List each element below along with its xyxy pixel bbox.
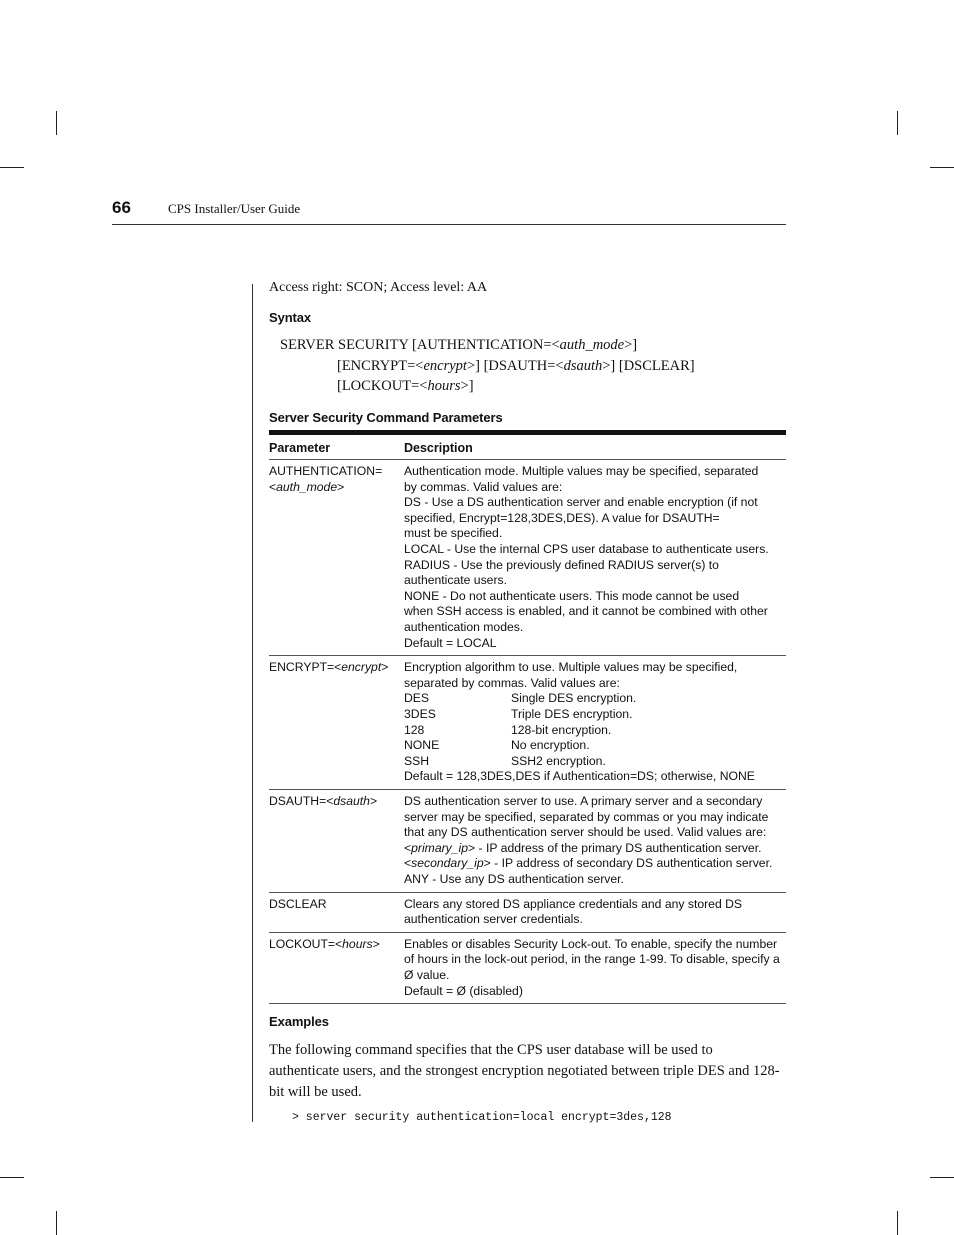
encrypt-value-row: 128 128-bit encryption. bbox=[404, 722, 612, 737]
syntax-heading: Syntax bbox=[269, 310, 312, 325]
crop-mark bbox=[897, 111, 898, 135]
param-dsclear: DSCLEAR bbox=[269, 892, 404, 932]
param-encrypt: ENCRYPT=<encrypt> bbox=[269, 656, 404, 790]
table-header-row bbox=[269, 432, 786, 460]
crop-mark bbox=[897, 1211, 898, 1235]
desc-encrypt: Encryption algorithm to use. Multiple values may be specified, separated by commas. Valid values are: DES Single DES encryption. 3DES Triple DES encryption. 128 128-bit encryption. NONE No encryption. SSH SSH2 encryption. Default = 128,3DES,DES if Authentication=DS; otherwise, NONE bbox=[404, 656, 786, 790]
table-row bbox=[269, 932, 786, 1003]
param-authentication: AUTHENTICATION= <auth_mode> bbox=[269, 460, 404, 656]
desc-lockout: Enables or disables Security Lock-out. To enable, specify the number of hours in the lock-out period, in the range 1-99. To disable, specify a Ø value. Default = Ø (disabled) bbox=[404, 932, 786, 1003]
syntax-line-3: [LOCKOUT=<hours>] bbox=[337, 378, 474, 394]
encrypt-value-row: DES Single DES encryption. bbox=[404, 691, 637, 706]
table-row bbox=[269, 460, 786, 656]
running-title: CPS Installer/User Guide bbox=[168, 201, 301, 216]
crop-mark bbox=[0, 167, 24, 168]
crop-mark bbox=[56, 1211, 57, 1235]
example-command: > server security authentication=local encrypt=3des,128 bbox=[292, 1111, 672, 1125]
crop-mark bbox=[0, 1177, 24, 1178]
desc-dsauth: DS authentication server to use. A primary server and a secondary server may be specified, separated by commas or you may indicate that any DS authentication server should be used. Valid values are: <primary_ip> - IP address of the primary DS authentication server. <secondary_ip> - IP address of secondary DS authentication server. ANY - Use any DS authentication server. bbox=[404, 789, 786, 892]
syntax-line-2: [ENCRYPT=<encrypt>] [DSAUTH=<dsauth>] [DSCLEAR] bbox=[337, 357, 695, 374]
column-header-description: Description bbox=[404, 432, 786, 460]
desc-dsclear: Clears any stored DS appliance credentials and any stored DS authentication server credentials. bbox=[404, 892, 786, 932]
column-header-parameter: Parameter bbox=[269, 432, 404, 460]
syntax-block bbox=[269, 335, 786, 397]
desc-authentication: Authentication mode. Multiple values may be specified, separated by commas. Valid values are: DS - Use a DS authentication server and enable encryption (if not specified, Encrypt=128,3DES,DES). A value for DSAUTH= must be specified. LOCAL - Use the internal CPS user database to authenticate users. RADIUS - Use the previously defined RADIUS server(s) to authenticate users. NONE - Do not authenticate users. This mode cannot be used when SSH access is enabled, and it cannot be combined with other authentication modes. Default = LOCAL bbox=[404, 460, 786, 656]
access-line: Access right: SCON; Access level: AA bbox=[269, 280, 488, 295]
param-dsauth: DSAUTH=<dsauth> bbox=[269, 789, 404, 892]
crop-mark bbox=[56, 111, 57, 135]
table-row bbox=[269, 656, 786, 790]
page-number: 66 bbox=[112, 198, 131, 217]
crop-mark bbox=[930, 167, 954, 168]
main-content bbox=[269, 278, 786, 1124]
table-row bbox=[269, 892, 786, 932]
examples-heading: Examples bbox=[269, 1014, 329, 1030]
encrypt-value-row: NONE No encryption. bbox=[404, 738, 590, 753]
examples-paragraph: The following command specifies that the CPS user database will be used to authenticate users, and the strongest encryption negotiated between triple DES and 128-bit will be used. bbox=[269, 1042, 780, 1100]
syntax-line-1: SERVER SECURITY [AUTHENTICATION=<auth_mode>] bbox=[280, 337, 638, 353]
encrypt-value-row: 3DES Triple DES encryption. bbox=[404, 707, 633, 721]
parameters-table bbox=[269, 430, 786, 1005]
table-row bbox=[269, 789, 786, 892]
crop-mark bbox=[930, 1177, 954, 1178]
param-lockout: LOCKOUT=<hours> bbox=[269, 932, 404, 1003]
margin-rule bbox=[252, 284, 253, 1122]
table-heading: Server Security Command Parameters bbox=[269, 409, 503, 425]
page-header bbox=[112, 198, 786, 225]
encrypt-value-row: SSH SSH2 encryption. bbox=[404, 753, 606, 768]
